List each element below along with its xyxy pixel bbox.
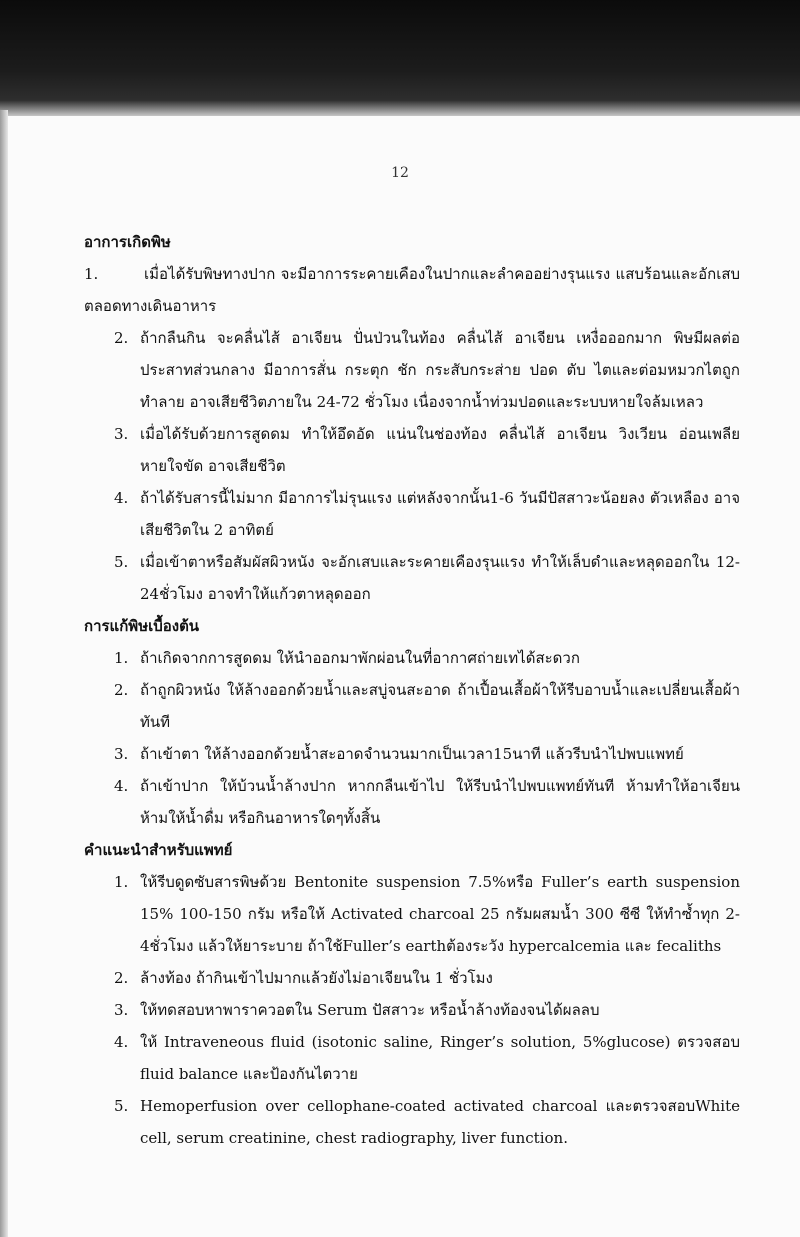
item-number: 3. [114, 425, 129, 443]
list-item [84, 738, 740, 770]
item-text: Hemoperfusion over cellophane-coated activated charcoal และตรวจสอบWhite cell, serum creatinine, chest radiography, liver function. [140, 1097, 740, 1147]
item-number: 5. [114, 553, 129, 571]
item-text: ถ้าเข้าตา ให้ล้างออกด้วยน้ำสะอาดจำนวนมากเป็นเวลา15นาที แล้วรีบนำไปพบแพทย์ [140, 745, 684, 763]
item-number: 4. [114, 489, 129, 507]
list-item [84, 962, 740, 994]
list-item [84, 674, 740, 738]
item-text: เมื่อได้รับพิษทางปาก จะมีอาการระคายเคืองในปากและลำคออย่างรุนแรง แสบร้อนและอักเสบตลอดทางเดินอาหาร [84, 265, 740, 315]
section-symptoms [84, 226, 740, 610]
list-item [84, 866, 740, 962]
item-number: 1. [84, 265, 99, 283]
first-aid-list [84, 642, 740, 834]
item-number: 2. [114, 681, 129, 699]
document-body [84, 226, 740, 1154]
list-item [84, 546, 740, 610]
item-number: 3. [114, 1001, 129, 1019]
list-item [84, 482, 740, 546]
physician-list [84, 866, 740, 1154]
section-first-aid [84, 610, 740, 834]
list-item [84, 418, 740, 482]
item-text: ล้างท้อง ถ้ากินเข้าไปมากแล้วยังไม่อาเจียนใน 1 ชั่วโมง [140, 969, 493, 987]
item-number: 1. [114, 649, 129, 667]
item-text: ถ้ากลืนกิน จะคลื่นไส้ อาเจียน ปั่นป่วนในท้อง คลื่นไส้ อาเจียน เหงื่อออกมาก พิษมีผลต่อประสาทส่วนกลาง มีอาการสั่น กระตุก ชัก กระสับกระส่าย ปอด ตับ ไตและต่อมหมวกไตถูกทำลาย อาจเสียชีวิตภายใน 24-72 ชั่วโมง เนื่องจากน้ำท่วมปอดและระบบหายใจล้มเหลว [140, 329, 740, 411]
item-text: เมื่อเข้าตาหรือสัมผัสผิวหนัง จะอักเสบและระคายเคืองรุนแรง ทำให้เล็บดำและหลุดออกใน 12-24ชั่วโมง อาจทำให้แก้วตาหลุดออก [140, 553, 740, 603]
list-item [84, 258, 740, 322]
list-item [84, 1090, 740, 1154]
item-number: 4. [114, 777, 129, 795]
item-text: ให้ Intraveneous fluid (isotonic saline, Ringer’s solution, 5%glucose) ตรวจสอบ fluid balance และป้องกันไตวาย [140, 1033, 740, 1083]
list-item [84, 994, 740, 1026]
section-heading-physician: คำแนะนำสำหรับแพทย์ [84, 841, 233, 859]
section-heading-first-aid: การแก้พิษเบื้องต้น [84, 617, 200, 635]
list-item [84, 770, 740, 834]
scan-dark-border [0, 0, 800, 118]
page-number: 12 [391, 165, 409, 181]
item-number: 5. [114, 1097, 129, 1115]
item-number: 3. [114, 745, 129, 763]
item-text: ถ้าถูกผิวหนัง ให้ล้างออกด้วยน้ำและสบู่จนสะอาด ถ้าเปื้อนเสื้อผ้าให้รีบอาบน้ำและเปลี่ยนเสื้อผ้าทันที [140, 681, 740, 731]
list-item [84, 642, 740, 674]
item-number: 1. [114, 873, 129, 891]
item-text: ถ้าเข้าปาก ให้บ้วนน้ำล้างปาก หากกลืนเข้าไป ให้รีบนำไปพบแพทย์ทันที ห้ามทำให้อาเจียน ห้ามให้น้ำดื่ม หรือกินอาหารใดๆทั้งสิ้น [140, 777, 740, 827]
scan-left-edge [0, 110, 8, 1237]
list-item [84, 322, 740, 418]
item-number: 2. [114, 969, 129, 987]
item-text: ถ้าเกิดจากการสูดดม ให้นำออกมาพักผ่อนในที่อากาศถ่ายเทได้สะดวก [140, 649, 580, 667]
list-item [84, 1026, 740, 1090]
item-number: 4. [114, 1033, 129, 1051]
item-text: ให้ทดสอบหาพาราควอตใน Serum ปัสสาวะ หรือน้ำล้างท้องจนได้ผลลบ [140, 1001, 600, 1019]
item-number: 2. [114, 329, 129, 347]
item-text: ให้รีบดูดซับสารพิษด้วย Bentonite suspension 7.5%หรือ Fuller’s earth suspension 15% 100-150 กรัม หรือให้ Activated charcoal 25 กรัมผสมน้ำ 300 ซีซี ให้ทำซ้ำทุก 2-4ชั่วโมง แล้วให้ยาระบาย ถ้าใช้Fuller’s earthต้องระวัง hypercalcemia และ fecaliths [140, 873, 740, 955]
item-text: ถ้าได้รับสารนี้ไม่มาก มีอาการไม่รุนแรง แต่หลังจากนั้น1-6 วันมีปัสสาวะน้อยลง ตัวเหลือง อาจเสียชีวิตใน 2 อาทิตย์ [140, 489, 740, 539]
symptoms-list [84, 258, 740, 610]
section-heading-symptoms: อาการเกิดพิษ [84, 233, 171, 251]
item-text: เมื่อได้รับด้วยการสูดดม ทำให้อึดอัด แน่นในช่องท้อง คลื่นไส้ อาเจียน วิงเวียน อ่อนเพลีย หายใจขัด อาจเสียชีวิต [140, 425, 740, 475]
section-physician-advice [84, 834, 740, 1154]
